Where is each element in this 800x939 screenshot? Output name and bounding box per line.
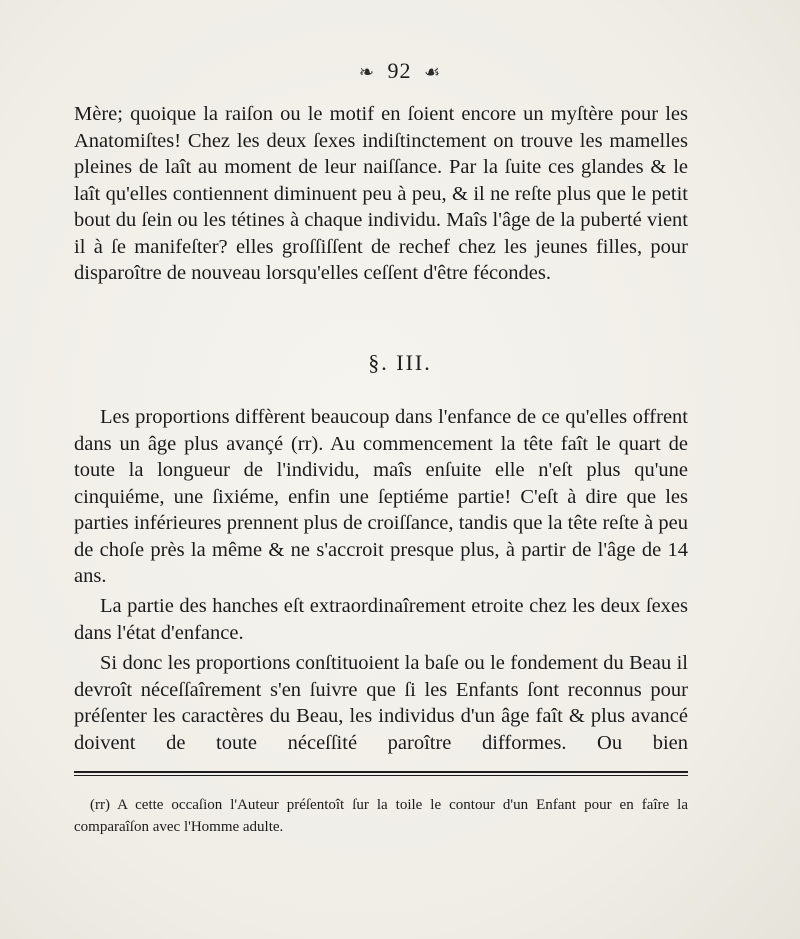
- left-ornament-icon: ❧: [358, 62, 375, 82]
- footnote-divider: [74, 771, 688, 773]
- paragraph-continuation: Mère; quoique la raiſon ou le motif en ſoient encore un myſtère pour les Anatomiſtes! Chez les deux ſexes indiſtinctement on trouve les mamelles pleines de laît au moment de leur naiſſance. Par la ſuite ces glandes & le laît qu'elles contiennent diminuent peu à peu, & il ne reſte plus que le petit bout du ſein ou les tétines à chaque individu. Maîs l'âge de la puberté vient il à ſe manifeſter? elles groſſiſſent de rechef chez les jeunes filles, pour disparoître de nouveau lorsqu'elles ceſſent d'être fécondes.: [74, 103, 688, 284]
- paragraph-beauty: Si donc les proportions conſtituoient la baſe ou le fondement du Beau il devroît néceſſaîrement s'en ſuivre que ſi les Enfants ſont reconnus pour préſenter les caractères du Beau, les individus d'un âge faît & plus avancé doivent de toute néceſſité paroître difformes. Ou bien: [74, 652, 688, 754]
- section-heading: §. III.: [368, 350, 432, 375]
- footnote: (rr) A cette occaſion l'Auteur préſentoît ſur la toile le contour d'un Enfant pour en faîre la comparaîſon avec l'Homme adulte.: [74, 797, 688, 835]
- paragraph-proportions: Les proportions diffèrent beaucoup dans l'enfance de ce qu'elles offrent dans un âge plus avançé (rr). Au commencement la tête faît le quart de toute la longueur de l'individu, maîs enſuite elle n'eſt plus qu'une cinquiéme, une ſixiéme, enfin une ſeptiéme partie! C'eſt à dire que les parties inférieures prennent plus de croiſſance, tandis que la tête reſte à peu de choſe près la même & ne s'accroit presque plus, à partir de l'âge de 14 ans.: [74, 406, 688, 587]
- page-number: 92: [387, 58, 412, 83]
- right-ornament-icon: ☙: [423, 62, 442, 82]
- footnote-divider-thin: [74, 775, 688, 776]
- page-header: [0, 58, 800, 84]
- paragraph-hips: La partie des hanches eſt extraordinaîrement etroite chez les deux ſexes dans l'état d'enfance.: [74, 595, 688, 644]
